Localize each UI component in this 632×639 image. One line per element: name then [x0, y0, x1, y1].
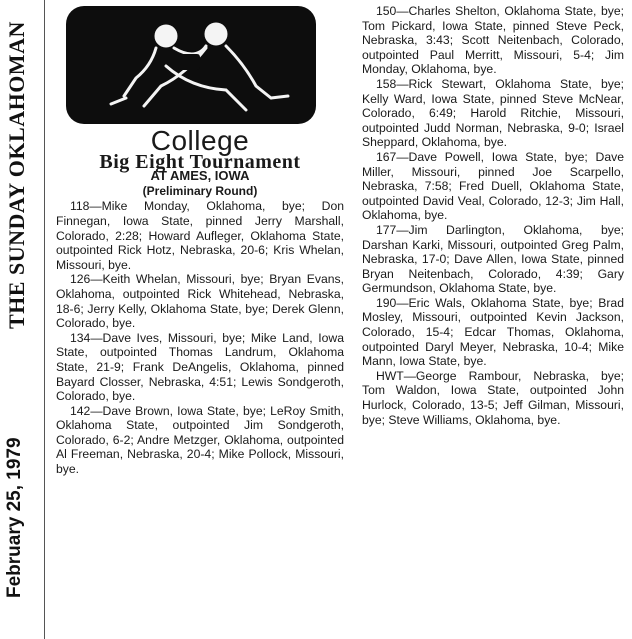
section-title: College: [150, 125, 250, 156]
headline: Big Eight Tournament: [99, 150, 301, 173]
result-126: 126—Keith Whelan, Missouri, bye; Bryan Evans, Oklahoma, outpointed Rick Whitehead, Nebraska, 18-6; Jerry Kelly, Oklahoma State, bye; Derek Glenn, Colorado, bye.: [56, 272, 344, 331]
result-150: 150—Charles Shelton, Oklahoma State, bye; Tom Pickard, Iowa State, pinned Steve Peck, Nebraska, 3:43; Scott Neitenbach, Colorado, outpointed Paul Merritt, Missouri, 5-4; Jim Monday, Oklahoma, bye.: [362, 4, 624, 77]
result-167: 167—Dave Powell, Iowa State, bye; Dave Miller, Missouri, pinned Joe Scarpello, Nebraska, 7:58; Fred Duell, Oklahoma State, outpointed David Veal, Colorado, 12-3; Jim Hall, Oklahoma, bye.: [362, 149, 624, 223]
publication-date: February 25, 1979: [4, 437, 25, 598]
result-177: 177—Jim Darlington, Oklahoma, bye; Darshan Karki, Missouri, outpointed Greg Palm, Nebraska, 17-0; Dave Allen, Iowa State, pinned Bryan Neitenbach, Colorado, 4:39; Gary Germundson, Oklahoma State, bye.: [362, 222, 624, 296]
wrestlers-icon: [66, 6, 316, 124]
column-left: [56, 0, 344, 477]
result-158: 158—Rick Stewart, Oklahoma State, bye; Kelly Ward, Iowa State, pinned Steve McNear, Colorado, 6:49; Harold Ritchie, Missouri, outpointed Judd Norman, Nebraska, 9-0; Israel Sheppard, Oklahoma, bye.: [362, 76, 624, 150]
result-134: 134—Dave Ives, Missouri, bye; Mike Land, Iowa State, outpointed Thomas Landrum, Oklahoma State, 21-9; Frank DeAngelis, Oklahoma, pinned Bayard Closser, Nebraska, 4:51; Lewis Sondgeroth, Colorado, bye.: [56, 330, 344, 404]
location-subhead: AT AMES, IOWA: [150, 168, 250, 184]
result-190: 190—Eric Wals, Oklahoma State, bye; Brad Mosley, Missouri, outpointed Kevin Jackson, Colorado, 15-4; Edcar Thomas, Oklahoma, outpointed Daryl Meyer, Nebraska, 10-4; Mike Mann, Iowa State, bye.: [362, 295, 624, 369]
result-hwt: HWT—George Rambour, Nebraska, bye; Tom Waldon, Iowa State, outpointed John Hurlock, Colorado, 13-5; Jeff Gilman, Missouri, bye; Steve Williams, Oklahoma, bye.: [362, 368, 624, 427]
result-118: 118—Mike Monday, Oklahoma, bye; Don Finnegan, Iowa State, pinned Jerry Marshall, Colorado, 2:28; Howard Aufleger, Oklahoma State, outpointed Rick Hotz, Nebraska, 20-6; Kris Whelan, Missouri, bye.: [56, 199, 344, 272]
newspaper-masthead: THE SUNDAY OKLAHOMAN: [4, 21, 29, 329]
result-142: 142—Dave Brown, Iowa State, bye; LeRoy Smith, Oklahoma State, outpointed Jim Sondgeroth, Colorado, 6-2; Andre Metzger, Oklahoma, outpointed Al Freeman, Nebraska, 20-4; Mike Pollock, Missouri, bye.: [56, 403, 344, 477]
wrestlers-logo: [66, 6, 316, 124]
column-right: [362, 4, 624, 427]
round-subhead: (Preliminary Round): [142, 183, 258, 198]
side-strip: [2, 0, 42, 639]
column-rule: [44, 0, 45, 639]
